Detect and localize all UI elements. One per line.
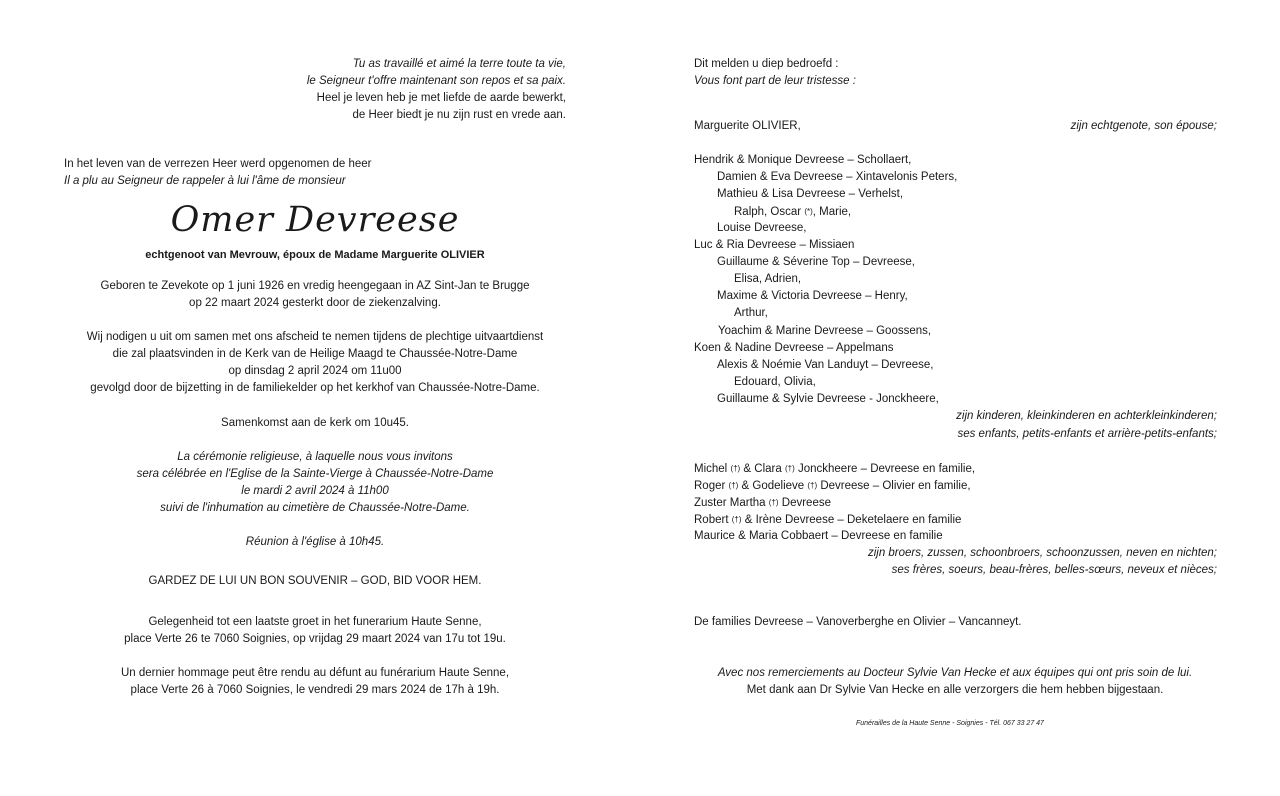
footer-funeral-home: Funérailles de la Haute Senne - Soignies - Tél. 067 33 27 47 (856, 720, 1044, 727)
list-item: Luc & Ria Devreese – Missiaen (694, 239, 855, 251)
siblings-fr: ses frères, soeurs, beau-frères, belles-sœurs, neveux et nièces; (891, 564, 1217, 576)
list-item: Edouard, Olivia, (734, 376, 816, 388)
text-line: Gelegenheid tot een laatste groet in het funerarium Haute Senne, (148, 616, 482, 628)
spouse-name: Marguerite OLIVIER, (694, 120, 801, 132)
list-item (694, 460, 975, 478)
list-item: Yoachim & Marine Devreese – Goossens, (718, 325, 932, 337)
intro-fr: Il a plu au Seigneur de rappeler à lui l'âme de monsieur (64, 175, 346, 187)
announce-fr: Vous font part de leur tristesse : (694, 75, 856, 87)
deceased-mark: (†) (807, 481, 818, 490)
list-item: Arthur, (734, 307, 768, 319)
deceased-mark: (†) (768, 498, 779, 507)
list-item: Mathieu & Lisa Devreese – Verhelst, (717, 188, 904, 200)
spouse-line: echtgenoot van Mevrouw, époux de Madame Marguerite OLIVIER (145, 249, 485, 261)
poem-line: le Seigneur t'offre maintenant son repos et sa paix. (306, 75, 566, 87)
text-line: gevolgd door de bijzetting in de familiekelder op het kerkhof van Chaussée-Notre-Dame. (90, 382, 540, 394)
families-line: De families Devreese – Vanoverberghe en Olivier – Vancanneyt. (694, 616, 1022, 628)
text-span: Roger (694, 480, 726, 492)
list-item (694, 511, 961, 529)
text-span: & Godelieve (741, 480, 805, 492)
remember-line: GARDEZ DE LUI UN BON SOUVENIR – GOD, BID VOOR HEM. (148, 575, 482, 587)
text-line: Geboren te Zevekote op 1 juni 1926 en vredig heengegaan in AZ Sint-Jan te Brugge (100, 280, 530, 292)
remark-mark: (*) (804, 207, 813, 216)
list-item: Alexis & Noémie Van Landuyt – Devreese, (717, 359, 934, 371)
text-span: , Marie, (812, 206, 852, 218)
list-item: Guillaume & Sylvie Devreese - Jonckheere, (717, 393, 939, 405)
poem-line: Tu as travaillé et aimé la terre toute ta vie, (352, 58, 566, 70)
text-line: Wij nodigen u uit om samen met ons afscheid te nemen tijdens de plechtige uitvaartdienst (86, 331, 544, 343)
intro-nl: In het leven van de verrezen Heer werd opgenomen de heer (64, 158, 372, 170)
text-span: Michel (694, 463, 728, 475)
text-span: Devreese – Olivier en familie, (820, 480, 971, 492)
text-line: place Verte 26 te 7060 Soignies, op vrijdag 29 maart 2024 van 17u tot 19u. (124, 633, 506, 645)
list-item (694, 477, 971, 495)
text-span: & Clara (743, 463, 782, 475)
text-line: suivi de l'inhumation au cimetière de Chaussée-Notre-Dame. (160, 502, 470, 514)
gathering-fr: Réunion à l'église à 10h45. (245, 536, 385, 548)
deceased-mark: (†) (784, 464, 795, 473)
deceased-name: Omer Devreese (170, 200, 460, 240)
text-line: le mardi 2 avril 2024 à 11h00 (241, 485, 389, 497)
text-span: Robert (694, 514, 729, 526)
list-item: Maxime & Victoria Devreese – Henry, (717, 290, 908, 302)
list-item: Maurice & Maria Cobbaert – Devreese en familie (694, 530, 943, 542)
list-item: Hendrik & Monique Devreese – Schollaert, (694, 154, 912, 166)
text-span: Jonckheere – Devreese en familie, (797, 463, 976, 475)
deceased-mark: (†) (731, 515, 742, 524)
poem-line: Heel je leven heb je met liefde de aarde bewerkt, (316, 92, 566, 104)
list-item: Damien & Eva Devreese – Xintavelonis Peters, (717, 171, 958, 183)
text-line: Un dernier hommage peut être rendu au défunt au funérarium Haute Senne, (120, 667, 510, 679)
text-line: op 22 maart 2024 gesterkt door de ziekenzalving. (189, 297, 441, 309)
announce-nl: Dit melden u diep bedroefd : (694, 58, 839, 70)
text-line: op dinsdag 2 april 2024 om 11u00 (228, 365, 402, 377)
text-line: place Verte 26 à 7060 Soignies, le vendredi 29 mars 2024 de 17h à 19h. (130, 684, 500, 696)
poem-line: de Heer biedt je nu zijn rust en vrede aan. (352, 109, 566, 121)
list-item: Louise Devreese, (717, 222, 807, 234)
children-fr: ses enfants, petits-enfants et arrière-petits-enfants; (957, 428, 1217, 440)
thanks-nl: Met dank aan Dr Sylvie Van Hecke en alle verzorgers die hem hebben bijgestaan. (746, 684, 1164, 696)
deceased-mark: (†) (728, 481, 739, 490)
spouse-role: zijn echtgenote, son épouse; (1070, 120, 1217, 132)
children-nl: zijn kinderen, kleinkinderen en achterkleinkinderen; (956, 410, 1217, 422)
list-item: Koen & Nadine Devreese – Appelmans (694, 342, 894, 354)
thanks-fr: Avec nos remerciements au Docteur Sylvie Van Hecke et aux équipes qui ont pris soin de lui. (717, 667, 1193, 679)
text-span: Ralph, Oscar (734, 206, 802, 218)
gathering-nl: Samenkomst aan de kerk om 10u45. (221, 417, 409, 429)
text-span: & Irène Devreese – Deketelaere en familie (744, 514, 962, 526)
text-line: La cérémonie religieuse, à laquelle nous vous invitons (177, 451, 453, 463)
text-span: Zuster Martha (694, 497, 766, 509)
list-item: Elisa, Adrien, (734, 273, 802, 285)
text-span: Devreese (781, 497, 831, 509)
list-item (734, 203, 851, 221)
deceased-mark: (†) (730, 464, 741, 473)
text-line: die zal plaatsvinden in de Kerk van de Heilige Maagd te Chaussée-Notre-Dame (112, 348, 518, 360)
siblings-nl: zijn broers, zussen, schoonbroers, schoonzussen, neven en nichten; (867, 547, 1217, 559)
list-item: Guillaume & Séverine Top – Devreese, (717, 256, 915, 268)
text-line: sera célébrée en l'Eglise de la Sainte-Vierge à Chaussée-Notre-Dame (136, 468, 494, 480)
list-item (694, 494, 831, 512)
